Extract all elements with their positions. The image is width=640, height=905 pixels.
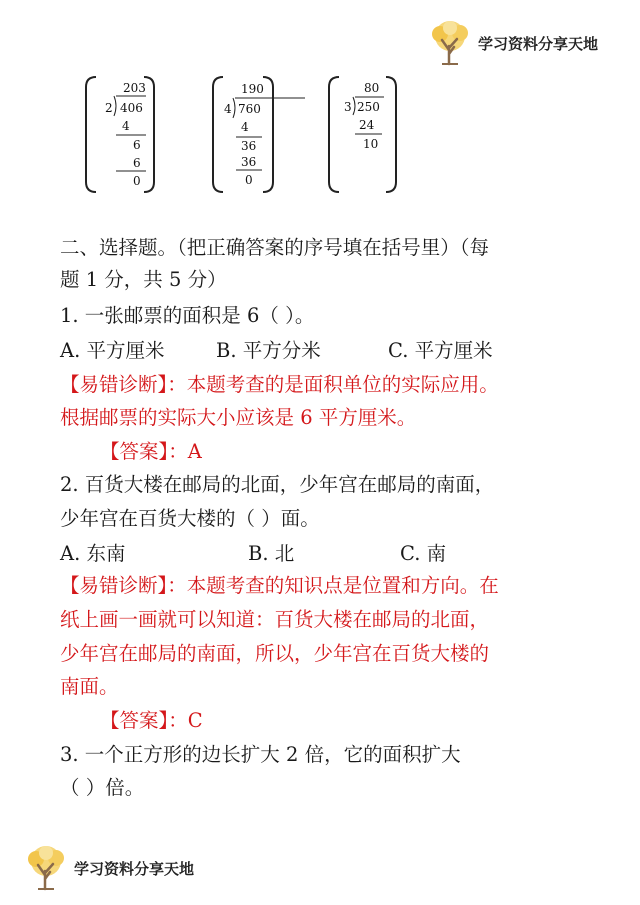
question-2-option-c: C. 南 [400, 542, 447, 565]
div1-dividend: 406 [120, 101, 143, 115]
div1-step: 4 [122, 119, 130, 133]
div3-step: 10 [363, 137, 379, 151]
div1-step: 6 [133, 138, 141, 152]
div3-divisor: 3 [344, 100, 352, 114]
question-1-option-c: C. 平方厘米 [388, 339, 493, 362]
div1-step: 6 [133, 156, 141, 170]
section-heading-line-2: 题 1 分，共 5 分） [60, 268, 227, 291]
header-logo-text: 学习资料分享天地 [478, 34, 599, 53]
question-2-stem-line-2: 少年宫在百货大楼的（ ）面。 [60, 507, 320, 530]
div2-step: 36 [241, 155, 257, 169]
question-2-option-a: A. 东南 [60, 542, 126, 565]
question-2-diagnosis-line-1: 【易错诊断】：本题考查的知识点是位置和方向。在 [60, 574, 499, 597]
footer-logo [24, 845, 194, 891]
question-3-stem-line-1: 3. 一个正方形的边长扩大 2 倍，它的面积扩大 [60, 743, 461, 766]
bracket-right-2 [263, 77, 273, 192]
question-2-diagnosis-line-4: 南面。 [60, 675, 119, 698]
bracket-right-3 [386, 77, 396, 192]
question-1-answer: 【答案】：A [100, 440, 202, 463]
bracket-left-2 [213, 77, 223, 192]
div3-quotient: 80 [364, 81, 380, 95]
question-3-stem-line-2: （ ）倍。 [60, 776, 145, 799]
question-2-diagnosis-line-2: 纸上画一画就可以知道：百货大楼在邮局的北面， [60, 608, 490, 631]
question-2-option-b: B. 北 [248, 542, 295, 565]
tree-logo-icon [24, 845, 68, 891]
div2-step: 36 [241, 139, 257, 153]
div2-quotient: 190 [241, 82, 264, 96]
question-1-diagnosis-line-2: 根据邮票的实际大小应该是 6 平方厘米。 [60, 406, 417, 429]
question-1-option-b: B. 平方分米 [216, 339, 321, 362]
section-heading-line-1: 二、选择题。（把正确答案的序号填在括号里）（每 [60, 236, 490, 259]
long-division-diagrams [0, 0, 640, 210]
question-1-stem: 1. 一张邮票的面积是 6（ ）。 [60, 304, 315, 327]
question-1-option-a: A. 平方厘米 [60, 339, 165, 362]
question-2-diagnosis-line-3: 少年宫在邮局的南面，所以，少年宫在百货大楼的 [60, 642, 490, 665]
div3-step: 24 [359, 118, 375, 132]
div1-quotient: 203 [123, 81, 146, 95]
div1-divisor: 2 [105, 101, 113, 115]
div2-step: 0 [245, 173, 253, 187]
question-1-diagnosis-line-1: 【易错诊断】：本题考查的是面积单位的实际应用。 [60, 373, 499, 396]
div2-step: 4 [241, 120, 249, 134]
div1-step: 0 [133, 174, 141, 188]
bracket-left-3 [329, 77, 339, 192]
footer-logo-text: 学习资料分享天地 [74, 859, 195, 878]
question-2-answer: 【答案】：C [100, 709, 203, 732]
question-2-stem-line-1: 2. 百货大楼在邮局的北面，少年宫在邮局的南面， [60, 473, 495, 496]
div2-dividend: 760 [238, 102, 261, 116]
div3-dividend: 250 [357, 100, 380, 114]
bracket-left-1 [86, 77, 96, 192]
div2-divisor: 4 [224, 102, 232, 116]
